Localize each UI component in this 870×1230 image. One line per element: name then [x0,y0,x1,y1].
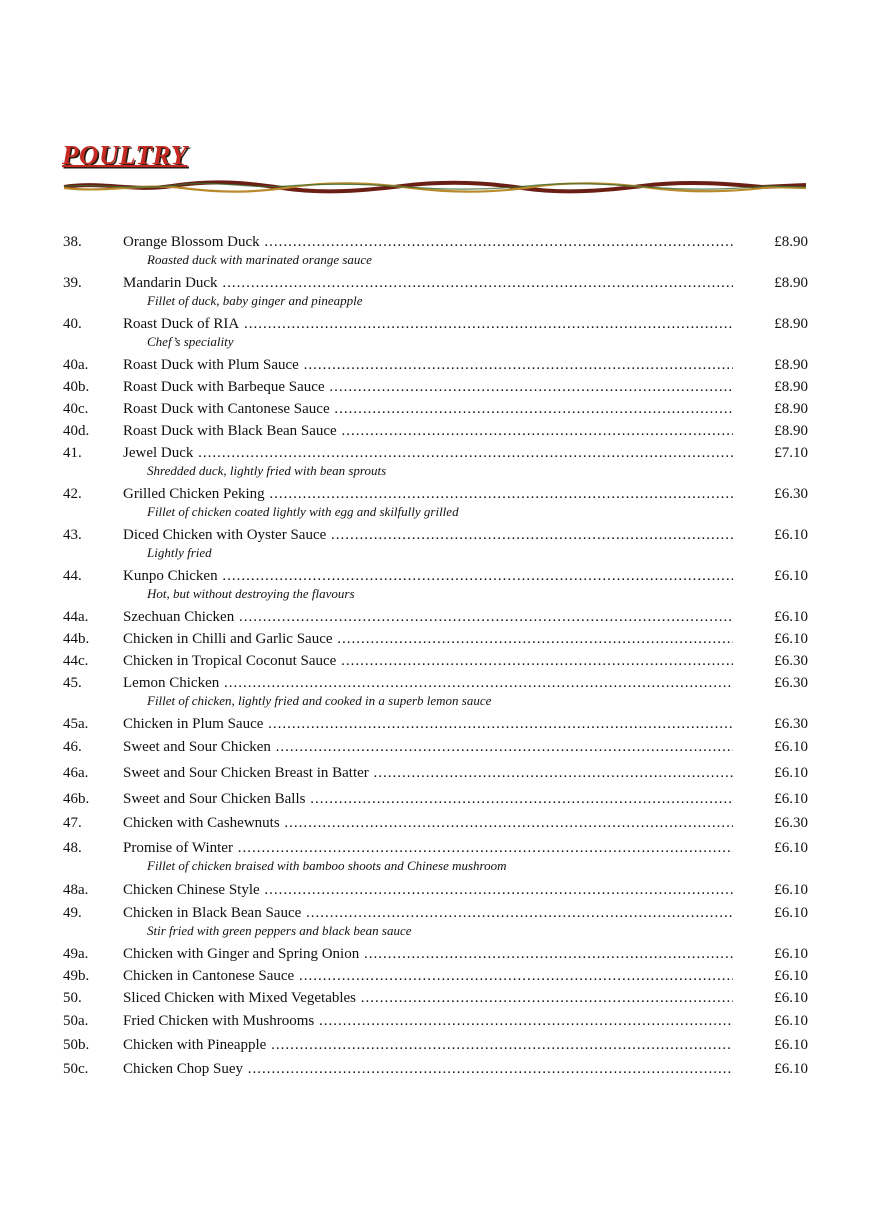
item-description: Fillet of chicken coated lightly with egg and skilfully grilled [147,504,459,519]
item-price: £8.90 [774,357,808,373]
menu-item [63,444,808,481]
item-price: £6.10 [774,609,808,625]
item-price: £7.10 [774,445,808,461]
item-price: £6.10 [774,946,808,962]
item-name: Chicken in Tropical Coconut Sauce ..... [123,652,733,670]
menu-item [63,839,808,876]
menu-item-row [63,608,808,626]
menu-item [63,233,808,270]
item-price: £8.90 [774,316,808,332]
item-name: Chicken in Black Bean Sauce ..... [123,904,733,922]
item-name: Chicken in Cantonese Sauce ..... [123,967,733,985]
item-name: Grilled Chicken Peking ..... [123,485,733,503]
item-number: 44b. [63,631,90,647]
item-number: 50. [63,990,82,1006]
item-description: Lightly fried [147,545,212,560]
item-description: Shredded duck, lightly fried with bean sprouts [147,463,387,478]
item-price: £6.30 [774,653,808,669]
item-price: £6.30 [774,815,808,831]
item-number: 42. [63,486,82,502]
item-name: Mandarin Duck ..... [123,274,733,292]
item-price: £8.90 [774,423,808,439]
menu-item-row [63,674,808,692]
item-price: £6.10 [774,840,808,856]
menu-item-row [63,567,808,585]
menu-item-row [63,881,808,899]
item-price: £6.10 [774,1037,808,1053]
item-number: 48. [63,840,82,856]
item-name: Roast Duck with Cantonese Sauce ..... [123,400,733,418]
menu-item [63,400,808,418]
item-number: 47. [63,815,82,831]
item-name: Chicken with Cashewnuts ..... [123,814,733,832]
item-number: 40c. [63,401,89,417]
item-price: £6.10 [774,968,808,984]
item-name: Chicken in Plum Sauce ..... [123,715,733,733]
menu-item [63,608,808,626]
menu-item [63,1012,808,1030]
item-number: 40d. [63,423,90,439]
item-number: 40b. [63,379,90,395]
menu-item-row [63,400,808,418]
item-description: Hot, but without destroying the flavours [147,586,355,601]
menu-item-row [63,1036,808,1054]
menu-item-row [63,356,808,374]
item-price: £6.10 [774,882,808,898]
item-price: £6.30 [774,486,808,502]
item-name: Chicken in Chilli and Garlic Sauce ..... [123,630,733,648]
item-name: Sweet and Sour Chicken Balls ..... [123,790,733,808]
item-price: £8.90 [774,379,808,395]
menu-item-row [63,790,808,808]
item-number: 46a. [63,765,89,781]
item-price: £6.10 [774,1061,808,1077]
menu-item-row [63,444,808,462]
item-number: 40. [63,316,82,332]
menu-item [63,378,808,396]
menu-item-row [63,945,808,963]
item-number: 44c. [63,653,89,669]
item-description: Fillet of chicken braised with bamboo shoots and Chinese mushroom [147,858,507,873]
item-price: £6.10 [774,990,808,1006]
menu-item [63,989,808,1007]
item-description: Chef’s speciality [147,334,234,349]
menu-item [63,485,808,522]
menu-item [63,738,808,756]
item-number: 46. [63,739,82,755]
menu-item [63,526,808,563]
menu-item [63,356,808,374]
menu-item [63,904,808,941]
menu-item [63,1036,808,1054]
item-number: 43. [63,527,82,543]
item-number: 41. [63,445,82,461]
item-name: Chicken with Pineapple ..... [123,1036,733,1054]
menu-item [63,945,808,963]
item-description: Fillet of duck, baby ginger and pineapple [147,293,363,308]
item-price: £6.10 [774,905,808,921]
menu-item [63,715,808,733]
item-number: 49a. [63,946,89,962]
item-name: Fried Chicken with Mushrooms ..... [123,1012,733,1030]
item-name: Kunpo Chicken ..... [123,567,733,585]
item-description: Roasted duck with marinated orange sauce [147,252,372,267]
menu-item [63,790,808,808]
item-price: £6.10 [774,631,808,647]
item-name: Promise of Winter ..... [123,839,733,857]
menu-item-row [63,315,808,333]
menu-item [63,315,808,352]
menu-item-row [63,738,808,756]
menu-item [63,814,808,832]
item-number: 50c. [63,1061,89,1077]
item-name: Chicken Chinese Style ..... [123,881,733,899]
item-name: Chicken Chop Suey ..... [123,1060,733,1078]
menu-item-row [63,274,808,292]
menu-item-row [63,526,808,544]
item-price: £8.90 [774,401,808,417]
menu-item-row [63,630,808,648]
item-description: Stir fried with green peppers and black bean sauce [147,923,412,938]
menu-item [63,630,808,648]
menu-item-row [63,485,808,503]
item-number: 45. [63,675,82,691]
menu-item-row [63,904,808,922]
menu-item [63,674,808,711]
menu-item [63,881,808,899]
item-number: 39. [63,275,82,291]
menu-item-row [63,1060,808,1078]
item-price: £6.10 [774,527,808,543]
menu-item-row [63,1012,808,1030]
item-name: Roast Duck with Black Bean Sauce ..... [123,422,733,440]
item-name: Chicken with Ginger and Spring Onion ..... [123,945,733,963]
item-price: £8.90 [774,275,808,291]
menu-list [63,233,808,1078]
menu-item-row [63,715,808,733]
menu-item-row [63,378,808,396]
menu-item [63,274,808,311]
menu-item-row [63,814,808,832]
item-name: Szechuan Chicken ..... [123,608,733,626]
menu-item-row [63,233,808,251]
item-description: Fillet of chicken, lightly fried and cooked in a superb lemon sauce [147,693,492,708]
item-name: Diced Chicken with Oyster Sauce ..... [123,526,733,544]
item-price: £6.10 [774,765,808,781]
item-price: £8.90 [774,234,808,250]
item-name: Roast Duck with Barbeque Sauce ..... [123,378,733,396]
item-number: 48a. [63,882,89,898]
item-name: Orange Blossom Duck ..... [123,233,733,251]
item-number: 50a. [63,1013,89,1029]
menu-item-row [63,764,808,782]
menu-item [63,967,808,985]
item-name: Sweet and Sour Chicken ..... [123,738,733,756]
menu-item [63,567,808,604]
item-price: £6.10 [774,568,808,584]
item-name: Sliced Chicken with Mixed Vegetables ..... [123,989,733,1007]
item-price: £6.30 [774,716,808,732]
item-name: Jewel Duck ..... [123,444,733,462]
menu-item [63,764,808,782]
menu-item-row [63,989,808,1007]
menu-item-row [63,652,808,670]
menu-item [63,422,808,440]
item-number: 46b. [63,791,90,807]
item-price: £6.10 [774,739,808,755]
item-number: 38. [63,234,82,250]
item-name: Roast Duck with Plum Sauce ..... [123,356,733,374]
decorative-divider [62,178,808,196]
menu-item-row [63,967,808,985]
item-number: 49. [63,905,82,921]
menu-item-row [63,422,808,440]
item-price: £6.10 [774,1013,808,1029]
menu-item-row [63,839,808,857]
item-number: 49b. [63,968,90,984]
item-number: 50b. [63,1037,90,1053]
item-price: £6.10 [774,791,808,807]
menu-item [63,652,808,670]
item-number: 44. [63,568,82,584]
item-number: 45a. [63,716,89,732]
item-name: Roast Duck of RIA ..... [123,315,733,333]
item-number: 44a. [63,609,89,625]
item-price: £6.30 [774,675,808,691]
menu-item [63,1060,808,1078]
item-name: Sweet and Sour Chicken Breast in Batter ..... [123,764,733,782]
item-number: 40a. [63,357,89,373]
section-title: POULTRY [62,140,188,170]
item-name: Lemon Chicken ..... [123,674,733,692]
